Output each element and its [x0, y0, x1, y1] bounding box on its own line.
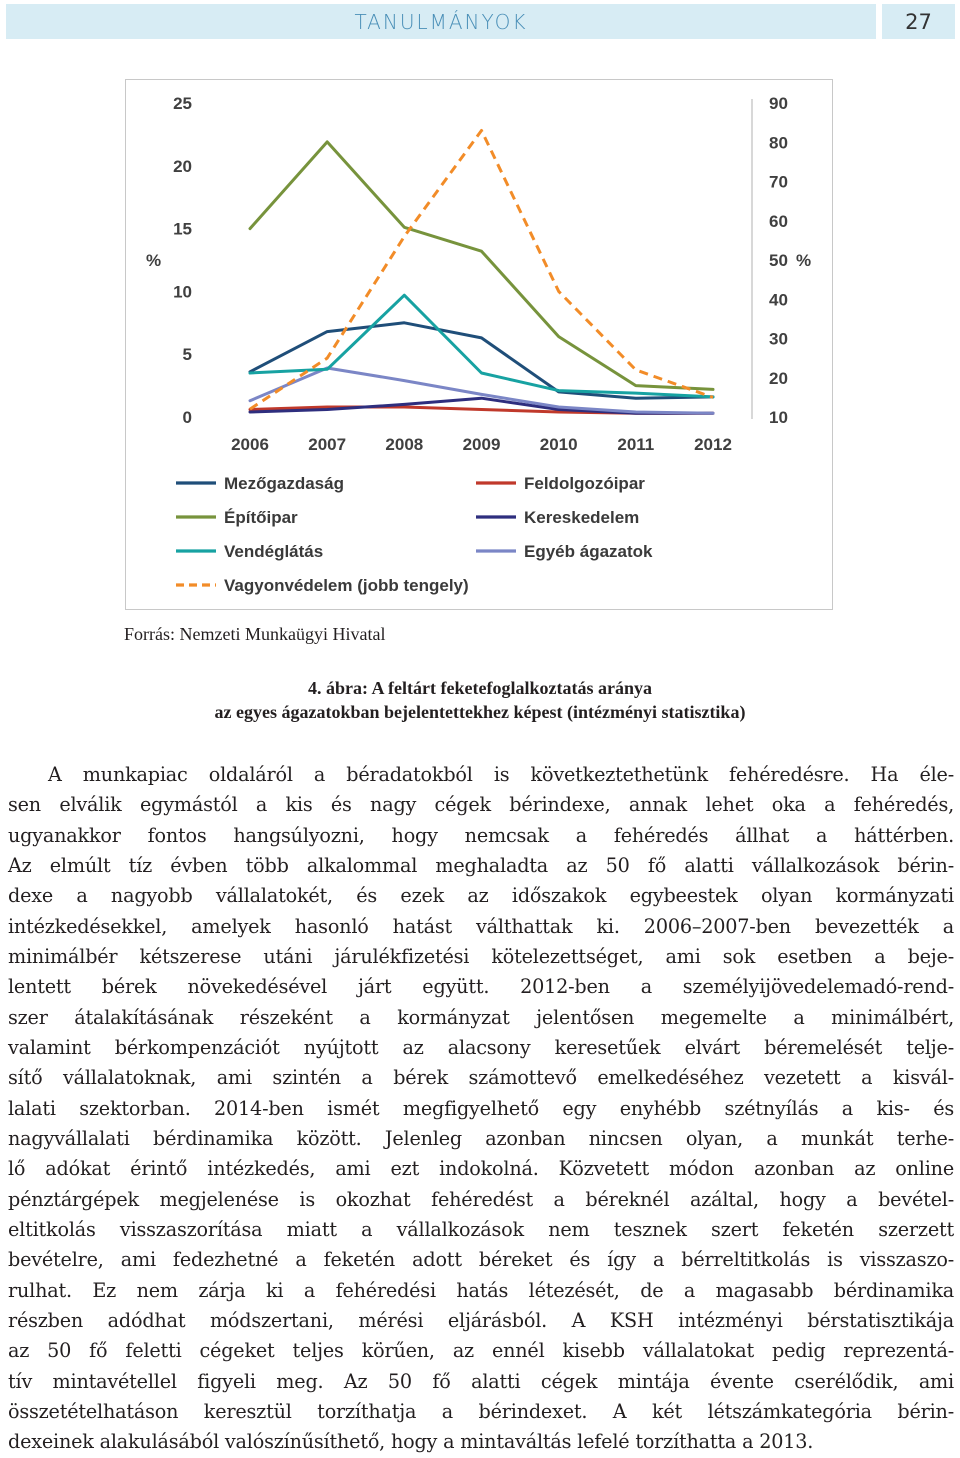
- y-right-tick-label: 50: [769, 251, 788, 270]
- figure-caption-line-2: az egyes ágazatokban bejelentettekhez képest (intézményi statisztika): [214, 702, 746, 722]
- body-line: intézkedésekkel, amelyek hasonló hatást válthattak ki. 2006–2007-ben bevezették a: [8, 914, 954, 938]
- y-left-tick-label: 20: [173, 156, 192, 176]
- body-line: pénztárgépek megjelenése is okozhat fehéredést a béreknél azáltal, hogy a bevétel-: [8, 1187, 954, 1211]
- y-right-tick-label: 60: [769, 211, 788, 231]
- body-line: részben adódhat módszertani, mérési eljárásból. A KSH intézményi bérstatisztikája: [8, 1308, 954, 1332]
- body-line: ugyanakkor fontos hangsúlyozni, hogy nemcsak a fehéredés állhat a háttérben.: [8, 823, 954, 847]
- series-line-2: [250, 142, 713, 390]
- body-line: dexeinek alakulásából valószínűsíthető, hogy a mintaváltás lefelé torzíthatta a 2013.: [8, 1430, 814, 1454]
- x-tick-label: 2011: [617, 435, 655, 454]
- body-line: bevételre, ami fedezhetné a feketén adott béreket és így a bérreltitkolás is visszaszo-: [8, 1248, 954, 1272]
- y-right-tick-label: 30: [769, 329, 788, 349]
- y-right-tick-label: 90: [769, 94, 788, 113]
- y-right-tick-label: 10: [769, 408, 788, 427]
- body-line: sítő vállalatoknak, ami szintén a bérek számottevő emelkedéséhez vezetett a kisvál-: [8, 1066, 954, 1090]
- x-tick-label: 2008: [385, 435, 424, 454]
- series-line-6: [250, 131, 713, 410]
- legend-label: Vendéglátás: [224, 542, 324, 561]
- x-tick-label: 2009: [462, 435, 501, 454]
- figure-caption-line-1: 4. ábra: A feltárt feketefoglalkoztatás aránya: [308, 678, 652, 698]
- running-header: TANULMÁNYOK: [6, 4, 876, 39]
- legend-label: Feldolgozóipar: [524, 474, 645, 493]
- body-line: A munkapiac oldaláról a béradatokból is következtethetünk fehéredésre. Ha éle-: [48, 763, 954, 786]
- legend-label: Mezőgazdaság: [224, 474, 344, 493]
- y-right-tick-label: 20: [769, 368, 788, 388]
- x-tick-label: 2006: [231, 435, 269, 454]
- legend-label: Építőipar: [224, 508, 298, 527]
- y-left-tick-label: 5: [182, 345, 192, 365]
- figure-caption: [0, 676, 960, 724]
- y-right-tick-label: 80: [769, 133, 788, 153]
- series-line-4: [250, 295, 713, 397]
- line-chart: [126, 80, 832, 609]
- body-line: minimálbér kétszerese utáni járulékfizetési kötelezettséget, ami sok esetben a beje-: [8, 944, 954, 968]
- y-left-axis-label: %: [146, 251, 162, 270]
- x-tick-label: 2010: [539, 435, 578, 454]
- body-line: nagyvállalati bérdinamika között. Jelenleg azonban nincsen olyan, a munkát terhe-: [8, 1126, 954, 1150]
- body-line: valamint bérkompenzációt nyújtott az alacsony keresetűek elvárt béremelését telje-: [8, 1035, 954, 1059]
- chart-frame: [125, 79, 833, 610]
- body-paragraph: [8, 760, 954, 1458]
- body-line: lalati szektorban. 2014-ben ismét megfigyelhető egy enyhébb szétnyílás a kis- és: [8, 1096, 954, 1120]
- body-line: összetételhatáson keresztül torzíthatja a bérindexet. A két létszámkategória bérin-: [8, 1399, 954, 1423]
- body-line: szer átalakításának részeként a kormányzat jelentősen megemelte a minimálbért,: [8, 1005, 954, 1029]
- body-line: lő adókat érintő intézkedés, ami ezt indokolná. Közvetett módon azonban az online: [8, 1157, 954, 1181]
- y-left-tick-label: 25: [173, 94, 192, 113]
- body-line: Az elmúlt tíz évben több alkalommal meghaladta az 50 fő alatti vállalkozások bérin-: [8, 853, 954, 877]
- y-left-tick-label: 15: [173, 219, 192, 239]
- y-left-tick-label: 10: [173, 282, 192, 302]
- body-line: rulhat. Ez nem zárja ki a fehéredési hatás létezését, de a magasabb bérdinamika: [8, 1278, 954, 1302]
- body-line: sen elválik egymástól a kis és nagy cégek bérindexe, annak lehet oka a fehéredés,: [8, 793, 954, 817]
- y-right-axis-label: %: [796, 251, 812, 270]
- body-line: lentett bérek növekedésével járt együtt. 2012-ben a személyijövedelemadó-rend-: [8, 975, 954, 999]
- body-line: az 50 fő feletti cégeket teljes körűen, az ennél kisebb vállalatokat pedig reprezentá-: [8, 1339, 954, 1363]
- legend-label: Vagyonvédelem (jobb tengely): [224, 576, 469, 595]
- x-tick-label: 2012: [694, 435, 732, 454]
- page-number: 27: [882, 4, 955, 39]
- y-right-tick-label: 40: [769, 290, 788, 310]
- y-left-tick-label: 0: [182, 408, 192, 427]
- legend-label: Kereskedelem: [524, 508, 640, 527]
- legend-label: Egyéb ágazatok: [524, 542, 653, 561]
- body-line: eltitkolás visszaszorítása miatt a vállalkozások nem tesznek szert feketén szerzett: [8, 1217, 954, 1241]
- body-line: dexe a nagyobb vállalatokét, és ezek az időszakok egybeestek olyan kormányzati: [8, 884, 954, 908]
- x-tick-label: 2007: [308, 435, 347, 454]
- body-line: tív mintavétellel figyeli meg. Az 50 fő alatti cégek mintája évente cserélődik, ami: [8, 1369, 954, 1393]
- y-right-tick-label: 70: [769, 172, 788, 192]
- figure-source: Forrás: Nemzeti Munkaügyi Hivatal: [124, 624, 386, 644]
